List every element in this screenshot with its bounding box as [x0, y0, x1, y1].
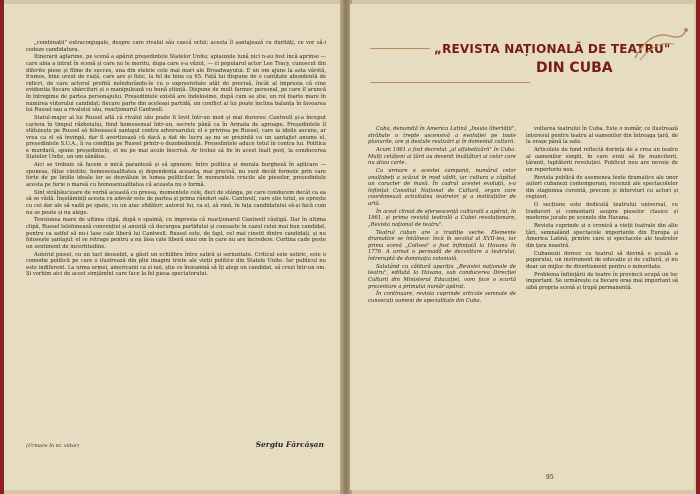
- left-paragraph: Autorul piesei, cu un tact deosebit, a găsit un echilibru între satiră și seriozitate. Criticul este satiric, este o comedie politică pe care o ilustrează din plin imagini triste ale vieții politice din Statele Unite. Iar publicul nu este indiferent. La urma urmei, americanii ca și noi, știu ce înseamnă să îți alegi un candidat, să crezi într-un om. Și vorbim aici de acest simțămînt care face la fel piesa spectatorului.: [26, 251, 326, 278]
- col2-paragraph: Revista publică de asemenea texte dramatice ale unor autori cubanezi contemporani, recenzii ale spectacolelor din stagiunea curentă, precum și interviuri cu actori și regizori.: [526, 174, 678, 201]
- left-paragraph: Itinerarii aglarime, pe scenă a apărut președintele Statelor Unite; aplauzele lună nici n-au fost încă aprinse — care abia a intrat în scenă și care nu le meritu, dupa care s-a văzut, — ci popularul actor Lee Tracy, cunoscut din diferite piese și filme de succes, una din stelele cele mai mari ale Broadwayului. E un om ajuns la asta vârstă, frumos, bine urzut de viață, care are și fizic, la fel de bine ca 65. Față lui dispune de o cantitate abundentă de ridicri, de care actorul profită neîndurându-le cu o expresivitate atât de precisă, încât al impresia că cine evidentia fiecare sbârcituri și o manipulează cu bună știință. Dispune de mult farmec personal, pe care îl aruncă în întregime de partea personajului. Președintele există are îndelosimo, după cum se știe, un rol foarte mare în numirea viitorului candidat; fiecare parte din aceleași partidă, un conflict al lui poate înclina balanța în favoarea lui Russel sau a rivalului său, reacționarul Cantwell.: [26, 54, 326, 114]
- left-paragraph: Aici se trebuie să facem o mică paranteză și să spunem: între politica și morala burgheză în aplicare — spuneaș, fălșe cinstite, homosexualitatea și dependența aceasta, mai precisă, nu sunt decât formele prin care forte de pe liniile ideale lor se dezvăluie în lumea politicilor. În momentele crucile ale pieselor, președintele acesta pe furie o mareă cu homosexualitatea că aceasta nu o formă.: [26, 162, 326, 189]
- col2-paragraph: voltarea teatrului în Cuba. Este o număr, ce ilustrează interesul pentru teatru al oamenilor din întreaga țară, de la orașe până la sate.: [526, 126, 678, 146]
- left-paragraph: Statul-major al lui Russel aflã că rivalul său poate fi lovit într-un mod și mai dureros: Cantwell și-a început cariera în timpul războiului, fiind homosexual într-un, secrets până ca în Armata de aproape. Președintele îl sfătuiește pe Russel să folosească șantajul contra adversarului; el e privirea pe Russel, care ia ideile ascuns, ar vrea ca el să învingă, dar îl avertizează că dacă a dat de lucru aș nu se prezintă ca un șantajist anume el, președintele S.U.A., îi va condiția pe Russel printr-o dezobediență. Președintele aduce totul în contra lui. Politica e murdară, spune președintele, el nu pe mai acolo înscrisă. Ar trebui să fie în acest înalt post, la conducerea Statelor Unite, un om sănătos.: [26, 114, 326, 161]
- col1-paragraph: Acum 1961 a fost decretat „al alfabetizării" în Cuba. Mulți cetățeni ai țării au devenit învățători ai celor care nu știau carte.: [368, 146, 516, 167]
- cover-edge-right: [696, 0, 700, 494]
- col1-paragraph: În acest climat de efervescență culturală a apărut, în 1961, și prima revistă teatrală a Cubei revoluționare, „Revista național de teatru".: [368, 208, 516, 228]
- col2-paragraph: Cubanezii doresc ca teatrul să devină o școală a poporului, un instrument de educație și de cultură, și nu doar un mijloc de divertisment pentru o minoritate.: [526, 250, 678, 270]
- col2-paragraph: Articolele de fond reflectă dorința de a crea un teatru al oamenilor simpli, în care eroii să fie muncitorii, țăranii, luptătorii revoluției. Publicul nou are nevoie de un repertoriu nou.: [526, 146, 678, 173]
- col1-paragraph: Cuba, denumită în America Latină „Insula libertății", străbate o trepte ascensivă a evoluției pe toate planurile, are și destule realizări și în domeniul culturii.: [368, 126, 516, 146]
- right-article-column-1: [368, 126, 516, 306]
- col1-paragraph: În continuare, revista cuprinde articole semnate de cunoscuți oameni de specialitate din Cuba.: [368, 291, 516, 304]
- col1-paragraph: Ca urmare a acestei campanii, numărul celor analfabeți a scăzut în mod vădit, iar cultura a căpătat un caracter de masă. În cadrul acestei evoluții, s-a înființat Consiliul Național de Cultură, organ care coordonează activitatea teatrelor și a instituțiilor de artă.: [368, 167, 516, 207]
- col1-paragraph: Salutând cu căldură apariția „Revistei naționale de teatru", editată la Havana, sub conducerea Direcției Culturii din Ministerul Educației, vom face o scurtă prezentare a primului număr apărut.: [368, 263, 516, 290]
- article-title-line1: „REVISTA NAȚIONALĂ DE TEATRU": [434, 42, 671, 56]
- left-page: [4, 4, 342, 490]
- left-paragraph: Tensiunea mare de ultima clipă, după o spaimă, cu impresia că reacționarul Cantwell câștigă. Dar în ultima clipă, Russel telefonează convenției și anunță că decurgea partidului și cunoaște în cazul celui mai bun candidat, pentru ca astfel să nu-i lase cale liberă lui Cantwell. Russel este, de fapt, cel mai cinstit dintre candidați, și nu folosește șantajul: el se retrage pentru a nu lăsa cale liberă unui om în care nu are încredere. Cortina cade peste un sentiment de incertitudine.: [26, 217, 326, 250]
- page-number: 95: [546, 474, 554, 481]
- col2-paragraph: Problema înființării de teatre în provincii ocupă un loc important. Se urmărește ca fiecare oraș mai important să aibă propria scenă și trupă permanentă.: [526, 271, 678, 291]
- left-paragraph: Sint străbăucioare de vorbă această cu pressa, momentele cele, deci de stânga, pe care conducem decât ca ea să se vădă. Înșelăminți acesta cu adevăr este de partea și prima rânduri sale. Cantwell, care știe totul, se oprește cu cei dar ale să vadă pe spate, cu un atac sfidător; autorul lui, ca el, să vină, în fața candidatului să-și facă cum nu se poate și nu alege.: [26, 189, 326, 216]
- continuation-note: (Urmare în nr. viitor): [26, 443, 80, 449]
- right-article-column-2: [526, 126, 678, 293]
- col2-paragraph: Revista cuprinde și o cronică a vieții teatrale din alte țări, semnalând spectacole importante din Europa și America Latină, printre care și spectacole ale teatrelor din țara noastră.: [526, 223, 678, 249]
- col1-paragraph: Teatrul cuban are o tradiție veche. Elemente dramatice se întâlnesc încă în secolul al XVII-lea, iar prima scenă „Coliseo" a fost înființată la Havana în 1776. A urmat o perioadă de dezvoltare a teatrului, întreruptă de dominația colonială.: [368, 229, 516, 263]
- title-rule-bottom: [370, 82, 530, 83]
- title-rule-left: [370, 48, 430, 49]
- article-title-line2: DIN CUBA: [536, 60, 613, 76]
- ornament-icon: [630, 26, 690, 66]
- article-title-block: [350, 26, 694, 96]
- right-page: [350, 4, 694, 490]
- author-signature: Sergiu Fărcășan: [255, 440, 324, 449]
- col2-paragraph: O secțiune este dedicată teatrului universal, cu traduceri și comentarii asupra pieselor clasice și moderne jucate pe scenele din Havana.: [526, 202, 678, 222]
- left-paragraph: „combinații" extraconjugale, despre care rivalul său cască ochii; acesta îl șantajează cu durități, ce vor să-i cedeze candidatura.: [26, 40, 326, 53]
- left-article-text: [26, 40, 326, 279]
